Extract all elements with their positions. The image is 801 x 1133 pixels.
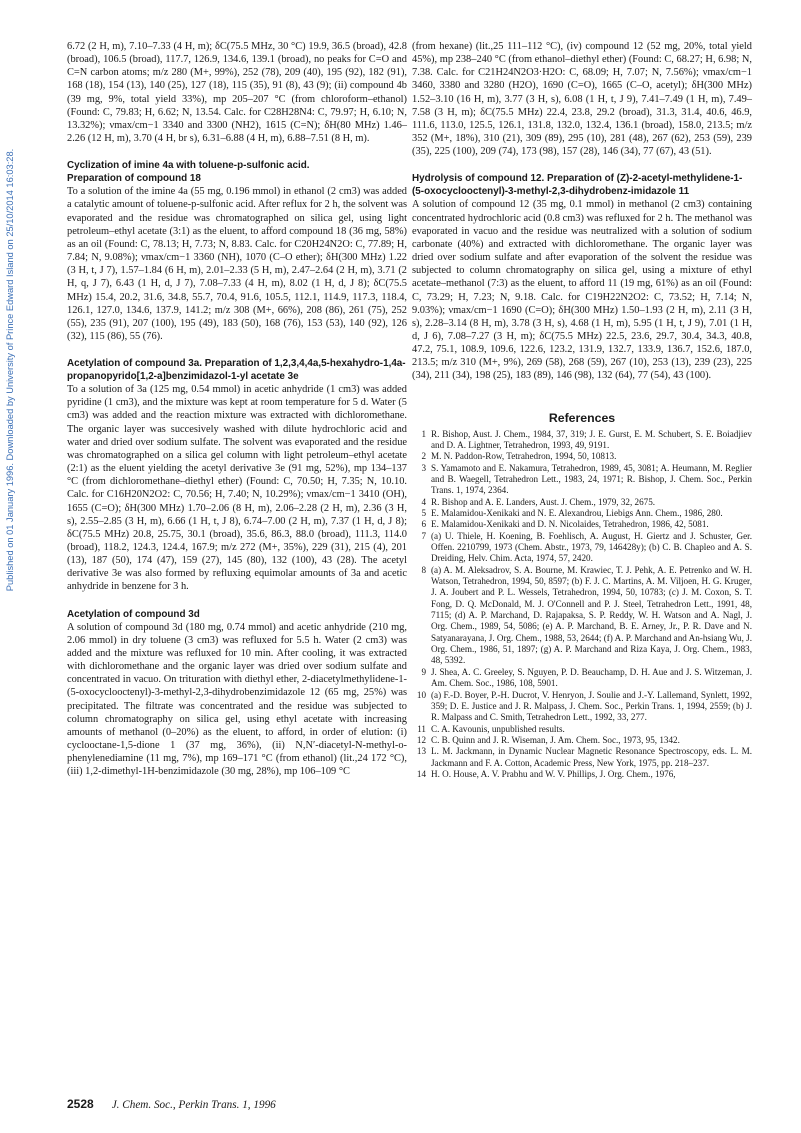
reference-item [412,667,752,690]
reference-number: 10 [416,689,426,700]
download-watermark [2,40,18,700]
reference-text: E. Malamidou-Xenikaki and D. N. Nicolaides, Tetrahedron, 1986, 42, 5081. [431,519,709,530]
journal-citation: J. Chem. Soc., Perkin Trans. 1, 1996 [111,1099,276,1111]
reference-item [412,497,752,508]
reference-text: R. Bishop and A. E. Landers, Aust. J. Chem., 1979, 32, 2675. [431,496,656,507]
reference-item [412,690,752,724]
section-body-hydrolysis: A solution of compound 12 (35 mg, 0.1 mmol) in methanol (2 cm3) containing concentrated hydrochloric acid (0.8 cm3) was refluxed for 2 h. The methanol was evaporated in vacuo and the residue was neutralized with a solution of sodium carbonate (40%) and extracted with dichloromethane. The organic layer was dried over sodium sulfate and after evaporation of the solvent the residue was subjected to column chromatography on silica gel, using a mixture of ethyl acetate–methanol (7:3) as the eluent, to afford 11 (19 mg, 61%) as an oil (Found: C, 73.29; H, 7.23; N, 9.18. Calc. for C19H22N2O2: C, 73.52; H, 7.14; N, 9.03%); νmax/cm−1 1690 (C=O); δH(300 MHz) 1.50–1.93 (2 H, m), 2.11 (3 H, s), 2.28–3.14 (8 H, m), 3.78 (3 H, s), 4.68 (1 H, m), 5.95 (1 H, t, J 9), 7.01 (1 H, d, J 6), 7.08–7.27 (3 H, m); δC(75.5 MHz) 22.5, 23.6, 29.7, 30.4, 34.3, 40.8, 47.2, 75.1, 108.9, 109.6, 122.6, 123.2, 131.9, 132.7, 133.9, 136.7, 152.6, 187.0, 213.5; m/z 310 (M+, 9%), 269 (58), 268 (59), 267 (10), 253 (13), 239 (23), 225 (34), 211 (34), 198 (25), 183 (89), 146 (98), 132 (64), 77 (54), 43 (100). [412,199,752,382]
page-footer [67,1097,276,1111]
section-heading-cyclization-sub: Preparation of compound 18 [67,173,201,185]
left-column [67,40,407,779]
section-heading-acetylation-3d: Acetylation of compound 3d [67,608,200,620]
reference-item [412,463,752,497]
reference-text: L. M. Jackmann, in Dynamic Nuclear Magnetic Resonance Spectroscopy, eds. L. M. Jackmann and F. A. Cotton, Academic Press, New York, 1975, pp. 218–237. [431,746,752,768]
reference-number: 4 [421,496,426,507]
section-heading-acetylation-3a: Acetylation of compound 3a. Preparation of 1,2,3,4,4a,5-hexahydro-1,4a-propanopyrido[1,2-a]benzimidazol-1-yl acetate 3e [67,358,406,383]
page-number: 2528 [67,1097,94,1111]
download-watermark-text: Published on 01 January 1996. Downloaded by University of Prince Edward Island on 25/10/2014 16:03:28. [5,148,16,592]
reference-item [412,429,752,452]
reference-item [412,735,752,746]
reference-number: 5 [421,508,426,518]
reference-text: (a) A. M. Aleksadrov, S. A. Bourne, M. Krawiec, T. J. Pehk, A. E. Petrenko and W. H. Watson, Tetrahedron, 1994, 50, 8597; (b) F. J. C. Martins, A. M. Viljoen, H. G. Kruger, J. A. Joubert and P. L. Wessels, Tetrahedron, 1994, 50, 10783; (c) J. M. Coxon, S. T. Fong, D. Q. McDonald, M. J. O'Connell and P. J. Steel, Tetrahedron Lett., 1991, 48, 7115; (d) A. P. Marchand, D. Rajapaksa, S. P. Reddy, W. H. Watson and A. Nagl, J. Org. Chem., 1989, 54, 5086; (e) A. P. Marchand, B. E. Arney, Jr., P. R. Dave and N. Satyanarayana, J. Org. Chem., 1988, 53, 2644; (f) A. P. Marchand and An-hsiang Wu, J. Org. Chem., 1986, 51, 1897; (g) A. P. Marchand and Riza Kaya, J. Org. Chem., 1983, 48, 5392. [431,564,752,666]
reference-number: 6 [421,519,426,530]
reference-text: M. N. Paddon-Row, Tetrahedron, 1994, 50, 10813. [431,451,617,462]
references-list [412,429,752,781]
reference-item [412,531,752,565]
reference-text: C. B. Quinn and J. R. Wiseman, J. Am. Chem. Soc., 1973, 95, 1342. [431,734,680,745]
reference-text: H. O. House, A. V. Prabhu and W. V. Phillips, J. Org. Chem., 1976, [431,768,676,779]
reference-text: E. Malamidou-Xenikaki and N. E. Alexandrou, Liebigs Ann. Chem., 1986, 280. [431,508,723,518]
reference-number: 7 [421,530,426,541]
reference-number: 11 [417,723,426,734]
reference-number: 2 [421,451,426,462]
reference-item [412,769,752,780]
reference-item [412,724,752,735]
reference-text: J. Shea, A. C. Greeley, S. Nguyen, P. D. Beauchamp, D. H. Aue and J. S. Witzeman, J. Am. Chem. Soc., 1986, 108, 5901. [431,666,752,689]
reference-number: 8 [421,564,426,575]
references-heading: References [548,410,616,425]
reference-number: 14 [416,768,426,779]
section-body-cyclization: To a solution of the imine 4a (55 mg, 0.196 mmol) in ethanol (2 cm3) was added a catalytic amount of toluene-p-sulfonic acid. After reflux for 2 h, the solvent was evaporated and the residue was chromatographed on silica gel, using light petroleum–ethyl acetate (3:1) as the eluent, to afford compound 18 (36 mg, 58%) as an oil (Found: C, 78.13; H, 7.73; N, 8.83. Calc. for C20H24N2O: C, 77.89; H, 7.84; N, 9.08%); νmax/cm−1 3360 (NH), 1070 (C–O ether); δH(300 MHz) 1.22 (3 H, t, J 7), 1.57–1.84 (6 H, m), 2.01–2.33 (5 H, m), 2.47–2.64 (2 H, m), 3.71 (2 H, q, J 7), 6.43 (1 H, d, J 7), 7.08–7.33 (4 H, m), 8.02 (1 H, d, J 8); δC(75.5 MHz) 15.4, 20.2, 31.6, 34.8, 55.7, 70.4, 91.6, 105.5, 112.1, 114.9, 117.3, 118.4, 126.1, 127.0, 134.6, 137.9, 141.2; m/z 308 (M+, 66%), 208 (86), 261 (75), 252 (55), 235 (91), 207 (100), 195 (49), 183 (50), 168 (76), 153 (53), 140 (92), 126 (32), 115 (86), 55 (76). [67,186,407,342]
continued-paragraph: 6.72 (2 H, m), 7.10–7.33 (4 H, m); δC(75.5 MHz, 30 °C) 19.9, 36.5 (broad), 42.8 (broad), 106.5 (broad), 117.7, 126.9, 134.6, 139.1 (broad), no peaks for C=O and C=N carbon atoms; m/z 280 (M+, 99%), 252 (78), 209 (40), 195 (92), 182 (91), 168 (18), 154 (13), 140 (25), 127 (18), 115 (35), 91 (8), 43 (9); (ii) compound 4b (39 mg, 9%, total yield 33%), mp 205–207 °C (from chloroform–ethanol) (Found: C, 79.83; H, 6.62; N, 13.54. Calc. for C28H28N4: C, 79.97; H, 6.10; N, 13.32%); νmax/cm−1 3340 and 3300 (NH2), 1615 (C=N); δH(80 MHz) 1.46–2.26 (12 H, m), 3.70 (4 H, br s), 6.31–6.88 (4 H, m), 6.88–7.51 (8 H, m). [67,41,407,145]
reference-text: (a) U. Thiele, H. Koening, B. Foehlisch, A. August, H. Giertz and J. Schuster, Ger. Offen. 2210799, 1973 (Chem. Abstr., 1973, 79, 146428y); (b) C. B. Chapleo and A. S. Dreiding, Helv. Chim. Acta, 1974, 57, 2420. [431,530,752,564]
reference-item [412,565,752,667]
reference-number: 12 [416,734,426,745]
reference-text: R. Bishop, Aust. J. Chem., 1984, 37, 319; J. E. Gurst, E. M. Schubert, S. E. Boiadjiev and D. A. Lightner, Tetrahedron, 1993, 49, 9191. [431,428,752,450]
section-heading-hydrolysis: Hydrolysis of compound 12. Preparation of (Z)-2-acetyl-methylidene-1-(5-oxocyclooctenyl)-3-methyl-2,3-dihydrobenz-imidazole 11 [412,173,743,198]
section-body-acetylation-3d: A solution of compound 3d (180 mg, 0.74 mmol) and acetic anhydride (210 mg, 2.06 mmol) in dry toluene (3 cm3) was refluxed for 5.5 h. Water (2 cm3) was added and the mixture was refluxed for 10 min. After cooling, it was extracted with dichloromethane and the organic layer was dried over sodium sulfate and concentrated in vacuo. On trituration with diethyl ether, 2-diacetylmethylidene-1-(5-oxocyclooctenyl)-3-methyl-2,3-dihydrobenzimidazole 12 (65 mg, 25%) was precipitated. The filtrate was concentrated and the residue was subjected to column chromatography on silica gel, using ethyl acetate with increasing amounts of methanol (0–20%) as the eluent, to afford, in order of elution: (i) cyclooctane-1,5-dione 1 (37 mg, 36%), (ii) N,N′-diacetyl-N-methyl-o-phenylenediamine (11 mg, 7%), mp 169–171 °C (from ethanol) (lit.,24 172 °C), (iii) 1,2-dimethyl-1H-benzimidazole (30 mg, 28%), mp 106–109 °C [67,621,407,778]
reference-number: 9 [421,666,426,677]
reference-number: 1 [421,428,426,439]
section-body-acetylation-3a: To a solution of 3a (125 mg, 0.54 mmol) in acetic anhydride (1 cm3) was added pyridine (1 cm3), and the mixture was kept at room temperature for 5 d. Water (5 cm3) was added and the reaction mixture was extracted with dichloromethane. The organic layer was succesively washed with dilute hydrochloric acid and water and dried over sodium sulfate. The solvent was evaporated and the residue was chromatographed on a silica gel column with light petroleum–ethyl acetate (2:1) as the eluent yielding the acetyl derivative 3e (91 mg, 52%), mp 134–137 °C (from dichloromethane–diethyl ether) (Found: C, 70.50; H, 7.35; N, 10.10. Calc. for C16H20N2O2: C, 70.56; H, 7.40; N, 10.29%); νmax/cm−1 3410 (OH), 1655 (C=O); δH(300 MHz) 1.70–2.06 (8 H, m), 2.06–2.28 (2 H, m), 2.36 (3 H, s), 2.55–2.85 (3 H, m), 6.66 (1 H, t, J 8), 6.74–7.00 (2 H, m), 7.37 (1 H, d, J 8); δC(75.5 MHz) 20.8, 25.75, 30.1 (broad), 35.6, 86.3, 88.0 (broad), 111.3, 114.0 (broad), 118.2, 124.3, 124.4, 167.9; m/z 272 (M+, 35%), 229 (31), 215 (4), 201 (13), 187 (50), 174 (47), 159 (27), 145 (80), 132 (100), 43 (28). The acetyl derivative 3e was also formed by refluxing equimolar amounts of 3a and acetic anhydride in benzene for 3 h. [67,384,407,593]
reference-item [412,508,752,519]
reference-number: 13 [416,746,426,757]
reference-text: C. A. Kavounis, unpublished results. [431,723,565,734]
reference-text: S. Yamamoto and E. Nakamura, Tetrahedron, 1989, 45, 3081; A. Heumann, M. Reglier and B. Waegell, Tetrahedron Lett., 1983, 24, 1971; R. Bishop, J. Chem. Soc., Perkin Trans. 1, 1974, 2364. [431,462,752,496]
right-column [412,40,752,780]
reference-item [412,451,752,462]
continued-paragraph-right: (from hexane) (lit.,25 111–112 °C), (iv) compound 12 (52 mg, 20%, total yield 45%), mp 238–240 °C (from ethanol–diethyl ether) (Found: C, 68.27; H, 6.98; N, 7.38. Calc. for C21H24N2O3·H2O: C, 68.09; H, 7.07; N, 7.56%); νmax/cm−1 3460, 3380 and 3280 (H2O), 1690 (C=O), 1665 (C–O, acetyl); δH(300 MHz) 1.52–3.10 (16 H, m), 3.77 (3 H, s), 6.08 (1 H, t, J 9), 7.41–7.49 (1 H, m), 7.49–7.58 (3 H, m); δC(75.5 MHz) 22.4, 23.8, 29.2 (broad), 31.3, 31.4, 40.6, 46.9, 111.6, 113.0, 125.5, 126.1, 131.8, 132.0, 132.4, 136.1 (broad), 158.0, 213.5; m/z 352 (M+, 18%), 310 (21), 309 (89), 295 (10), 281 (48), 267 (62), 253 (59), 239 (35), 225 (100), 209 (74), 173 (98), 157 (28), 146 (34), 77 (67), 43 (51). [412,41,752,158]
reference-number: 3 [421,462,426,473]
reference-text: (a) F.-D. Boyer, P.-H. Ducrot, V. Henryon, J. Soulie and J.-Y. Lallemand, Synlett, 1992, 359; D. E. Justice and J. R. Malpass, J. Chem. Soc., Perkin Trans. 1, 1994, 2559; (b) J. R. Malpass and C. Smith, Tetrahedron Lett., 1992, 33, 277. [431,689,752,723]
reference-item [412,519,752,530]
reference-item [412,746,752,769]
section-heading-cyclization: Cyclization of imine 4a with toluene-p-sulfonic acid. [67,160,310,172]
